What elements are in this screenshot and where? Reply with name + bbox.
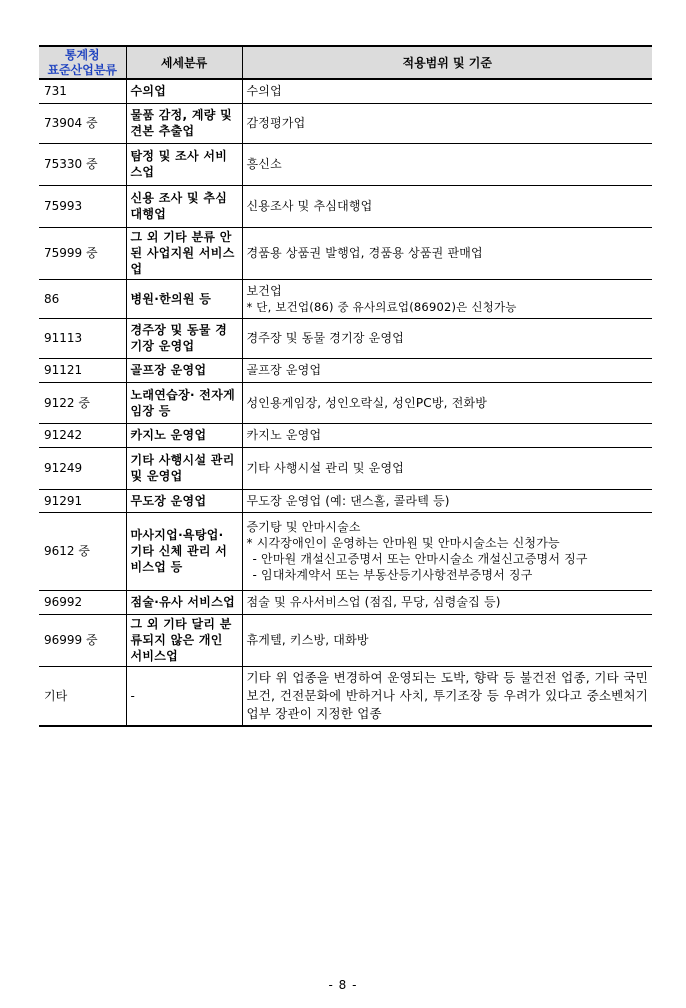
table-header: [39, 46, 652, 79]
industry-code: 75330 중: [39, 143, 126, 185]
subcategory: 무도장 운영업: [126, 489, 242, 512]
header-industry-code: [39, 46, 126, 79]
industry-code: 9122 중: [39, 382, 126, 423]
page-number: - 8 -: [328, 978, 358, 992]
subcategory: 신용 조사 및 추심 대행업: [126, 185, 242, 227]
industry-code: 91249: [39, 447, 126, 489]
scope-line: 증기탕 및 안마시술소: [246, 520, 361, 534]
header-industry-code-line1: 통계청: [64, 47, 100, 62]
scope: [242, 318, 652, 358]
industry-code: 86: [39, 279, 126, 318]
scope-line: 수의업: [246, 84, 282, 99]
industry-code: 96992: [39, 590, 126, 614]
scope: [242, 103, 652, 143]
industry-code: 96999 중: [39, 614, 126, 666]
table-row: [39, 79, 652, 103]
table-row: [39, 447, 652, 489]
table-row: [39, 358, 652, 382]
industry-code: 91113: [39, 318, 126, 358]
table-row: [39, 143, 652, 185]
subcategory: 탐정 및 조사 서비스업: [126, 143, 242, 185]
scope: [242, 227, 652, 279]
table-row: [39, 103, 652, 143]
table-row: [39, 590, 652, 614]
table-row: [39, 227, 652, 279]
scope-line: 보건업: [246, 283, 282, 298]
header-scope: 적용범위 및 기준: [242, 46, 652, 79]
scope: [242, 614, 652, 666]
scope: [242, 489, 652, 512]
scope-line: 기타 사행시설 관리 및 운영업: [246, 461, 405, 475]
industry-code: 기타: [39, 666, 126, 726]
scope: [242, 358, 652, 382]
industry-code: 91242: [39, 423, 126, 447]
industry-code: 91121: [39, 358, 126, 382]
industry-code: 9612 중: [39, 512, 126, 590]
scope-line: 흥신소: [246, 157, 282, 171]
table-row: [39, 512, 652, 590]
industry-code: 731: [39, 79, 126, 103]
table-row: [39, 614, 652, 666]
subcategory: 병원·한의원 등: [126, 279, 242, 318]
subcategory: -: [126, 666, 242, 726]
subcategory: 점술·유사 서비스업: [126, 590, 242, 614]
subcategory: 기타 사행시설 관리 및 운영업: [126, 447, 242, 489]
subcategory: 카지노 운영업: [126, 423, 242, 447]
scope-line: 휴게텔, 키스방, 대화방: [246, 633, 369, 647]
subcategory: 그 외 기타 달리 분류되지 않은 개인 서비스업: [126, 614, 242, 666]
table-row: [39, 382, 652, 423]
scope: [242, 423, 652, 447]
subcategory: 노래연습장· 전자게임장 등: [126, 382, 242, 423]
scope: [242, 512, 652, 590]
scope-subnote: - 안마원 개설신고증명서 또는 안마시술소 개설신고증명서 징구: [252, 552, 588, 566]
scope-line: 카지노 운영업: [246, 428, 322, 442]
header-industry-code-line2: 표준산업분류: [47, 62, 118, 77]
scope-line: 성인용게임장, 성인오락실, 성인PC방, 전화방: [246, 395, 488, 410]
subcategory: 마사지업·욕탕업· 기타 신체 관리 서비스업 등: [126, 512, 242, 590]
subcategory: 그 외 기타 분류 안된 사업지원 서비스업: [126, 227, 242, 279]
scope-note: * 단, 보건업(86) 중 유사의료업(86902)은 신청가능: [246, 299, 517, 314]
scope-line: 골프장 운영업: [246, 363, 322, 377]
table-row: [39, 666, 652, 726]
scope: [242, 79, 652, 103]
table-row: [39, 489, 652, 512]
scope-line: 경주장 및 동물 경기장 운영업: [246, 331, 405, 345]
scope-line: 감정평가업: [246, 116, 306, 130]
industry-code: 91291: [39, 489, 126, 512]
subcategory: 골프장 운영업: [126, 358, 242, 382]
scope-line: 신용조사 및 추심대행업: [246, 199, 373, 213]
industry-code: 75993: [39, 185, 126, 227]
header-subcategory: 세세분류: [126, 46, 242, 79]
table-row: [39, 185, 652, 227]
industry-code: 73904 중: [39, 103, 126, 143]
subcategory: 경주장 및 동물 경기장 운영업: [126, 318, 242, 358]
scope: [242, 382, 652, 423]
subcategory: 수의업: [126, 79, 242, 103]
table-row: [39, 423, 652, 447]
scope: [242, 185, 652, 227]
scope-subnote: - 임대차계약서 또는 부동산등기사항전부증명서 징구: [252, 568, 533, 582]
scope: [242, 143, 652, 185]
table-row: [39, 318, 652, 358]
scope: [242, 590, 652, 614]
scope-line: 기타 위 업종을 변경하여 운영되는 도박, 향락 등 불건전 업종, 기타 국민보건, 건전문화에 반하거나 사치, 투기조장 등 우려가 있다고 중소벤처기업부 장관이 지정한 업종: [246, 669, 648, 721]
subcategory: 물품 감정, 계량 및 견본 추출업: [126, 103, 242, 143]
scope-line: 무도장 운영업 (예: 댄스홀, 콜라텍 등): [246, 493, 450, 508]
scope: [242, 447, 652, 489]
scope-note: * 시각장애인이 운영하는 안마원 및 안마시술소는 신청가능: [246, 536, 560, 550]
scope: [242, 279, 652, 318]
excluded-industries-table: [39, 45, 652, 727]
scope-line: 점술 및 유사서비스업 (점집, 무당, 심령술집 등): [246, 595, 501, 609]
scope: [242, 666, 652, 726]
table-row: [39, 279, 652, 318]
scope-line: 경품용 상품권 발행업, 경품용 상품권 판매업: [246, 246, 483, 260]
industry-code: 75999 중: [39, 227, 126, 279]
